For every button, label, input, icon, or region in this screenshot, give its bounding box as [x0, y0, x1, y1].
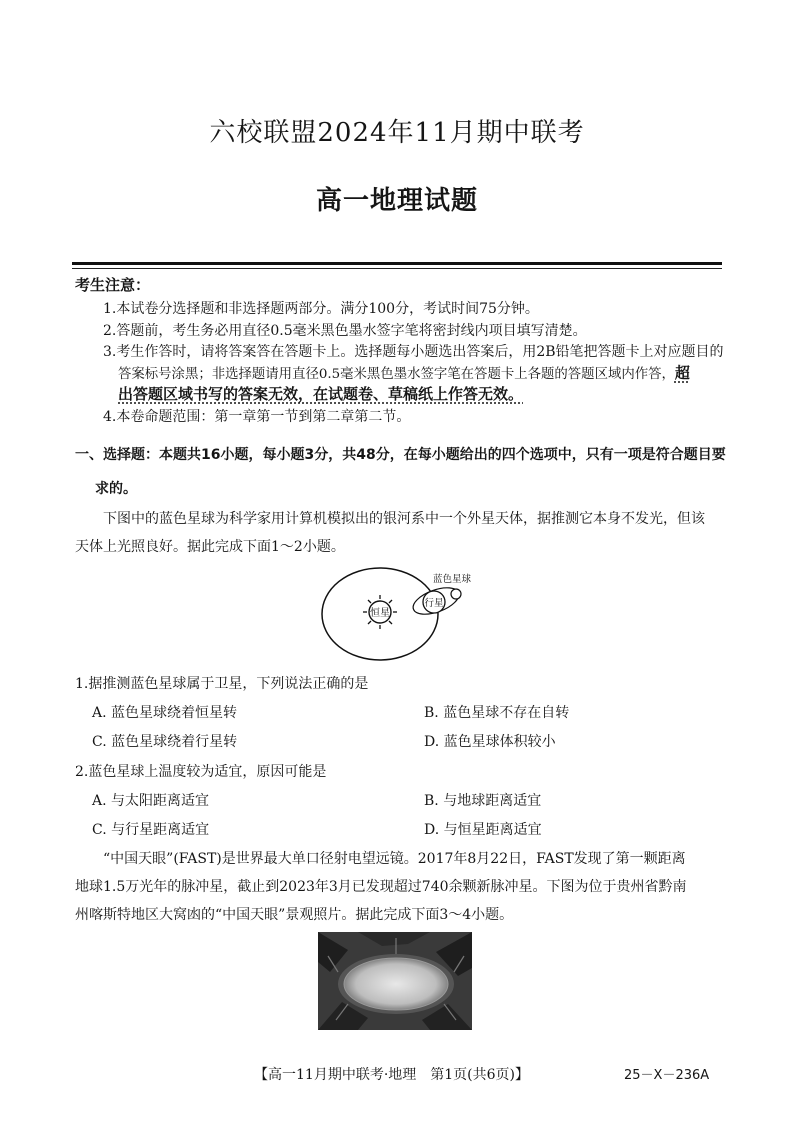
footer-code: 25－X－236A — [624, 1068, 710, 1083]
notice-item-3: 3.考生作答时，请将答案答在答题卡上。选择题每小题选出答案后，用2B铅笔把答题卡上对应题目的 — [103, 344, 724, 360]
section-heading: 一、选择题：本题共16小题，每小题3分，共48分，在每小题给出的四个选项中，只有一项是符合题目要 — [75, 447, 726, 463]
q2-option-b: B. 与地球距离适宜 — [424, 793, 542, 809]
exam-title: 六校联盟2024年11月期中联考 — [209, 118, 585, 148]
q1-option-a: A. 蓝色星球绕着恒星转 — [92, 705, 238, 721]
question-2-stem: 2.蓝色星球上温度较为适宜，原因可能是 — [75, 764, 327, 780]
passage2-line-3: 州喀斯特地区大窝凼的“中国天眼”景观照片。据此完成下面3～4小题。 — [75, 907, 514, 923]
header-rule-thin — [72, 268, 722, 269]
footer-page-info: 【高一11月期中联考·地理 第1页(共6页)】 — [254, 1067, 530, 1083]
q2-option-c: C. 与行星距离适宜 — [92, 822, 210, 838]
question-1-stem: 1.据推测蓝色星球属于卫星，下列说法正确的是 — [75, 676, 369, 692]
section-heading-cont: 求的。 — [95, 481, 137, 497]
notice-bold-start: 超 — [674, 364, 690, 382]
star-label: 恒星 — [370, 608, 390, 619]
passage2-line-2: 地球1.5万光年的脉冲星，截止到2023年3月已发现超过740余颗新脉冲星。下图为位于贵州省黔南 — [75, 879, 687, 895]
planet-label: 行星 — [424, 598, 444, 609]
notice-title: 考生注意： — [75, 276, 151, 294]
subject-title: 高一地理试题 — [315, 186, 478, 216]
q1-option-b: B. 蓝色星球不存在自转 — [424, 705, 570, 721]
blue-planet-label: 蓝色星球 — [432, 574, 472, 585]
q1-option-c: C. 蓝色星球绕着行星转 — [92, 734, 238, 750]
passage1-line-1: 下图中的蓝色星球为科学家用计算机模拟出的银河系中一个外星天体，据推测它本身不发光，但该 — [103, 511, 705, 527]
notice-bold-warning: 出答题区域书写的答案无效，在试题卷、草稿纸上作答无效。 — [118, 385, 524, 403]
fast-telescope-photo — [318, 932, 472, 1030]
notice-item-3-cont — [118, 362, 690, 383]
passage1-line-2: 天体上光照良好。据此完成下面1～2小题。 — [75, 539, 345, 555]
passage2-line-1: “中国天眼”(FAST)是世界最大单口径射电望远镜。2017年8月22日，FAST发现了第一颗距离 — [103, 851, 686, 867]
q2-option-d: D. 与恒星距离适宜 — [424, 822, 542, 838]
notice-item-1: 1.本试卷分选择题和非选择题两部分。满分100分，考试时间75分钟。 — [103, 301, 539, 317]
q1-option-d: D. 蓝色星球体积较小 — [424, 734, 556, 750]
notice-item-4: 4.本卷命题范围：第一章第一节到第二章第二节。 — [103, 409, 411, 425]
blue-planet-icon — [451, 589, 461, 599]
notice-item-3-text: 答案标号涂黑；非选择题请用直径0.5毫米黑色墨水签字笔在答题卡上各题的答题区域内作答， — [118, 367, 675, 382]
notice-item-2: 2.答题前，考生务必用直径0.5毫米黑色墨水签字笔将密封线内项目填写清楚。 — [103, 323, 587, 339]
orbit-diagram — [312, 566, 492, 666]
q2-option-a: A. 与太阳距离适宜 — [92, 793, 210, 809]
header-rule-thick — [72, 262, 722, 265]
